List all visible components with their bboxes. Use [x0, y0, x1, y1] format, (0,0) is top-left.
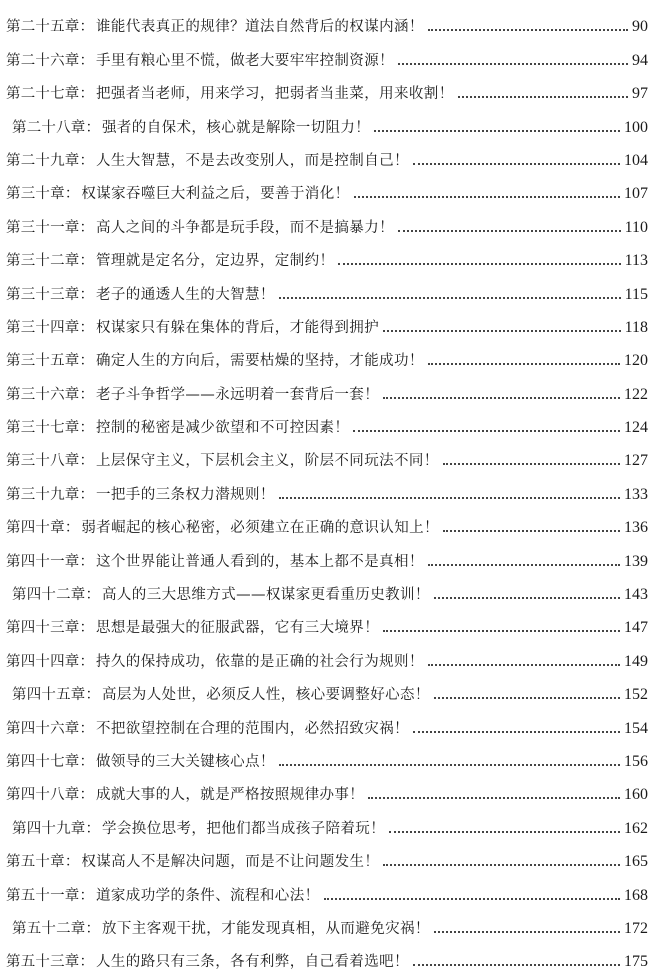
toc-entry	[0, 370, 660, 403]
page-number: 122	[624, 385, 648, 403]
page-number: 110	[624, 218, 648, 236]
chapter-title: 上层保守主义，下层机会主义，阶层不同玩法不同！	[96, 453, 439, 470]
page-number: 160	[624, 786, 648, 804]
page-number: 120	[624, 352, 648, 370]
toc-entry	[0, 404, 660, 437]
toc-entry	[0, 337, 660, 370]
dot-leader	[383, 630, 620, 632]
toc-entry	[0, 137, 660, 170]
chapter-separator: ：	[85, 820, 100, 837]
toc-entry	[0, 871, 660, 904]
dot-leader	[398, 230, 621, 232]
page-number: 175	[624, 953, 648, 971]
dot-leader	[413, 964, 620, 966]
dot-leader	[279, 764, 620, 766]
toc-entry	[0, 571, 660, 604]
dot-leader	[383, 864, 620, 866]
chapter-number: 第四十五章	[12, 687, 86, 704]
chapter-title: 高人之间的斗争都是玩手段，而不是搞暴力！	[96, 219, 394, 236]
dot-leader	[383, 397, 620, 399]
chapter-title: 控制的秘密是减少欲望和不可控因素！	[96, 420, 350, 437]
page-number: 133	[624, 485, 648, 503]
chapter-number: 第三十六章	[6, 386, 80, 403]
dot-leader	[398, 63, 628, 65]
dot-leader	[413, 731, 620, 733]
chapter-title: 老子斗争哲学——永远明着一套背后一套！	[96, 386, 380, 403]
toc-entry	[0, 604, 660, 637]
toc-entry	[0, 804, 660, 837]
chapter-number: 第四十七章	[6, 753, 80, 770]
chapter-separator: ：	[79, 152, 94, 169]
dot-leader	[434, 931, 620, 933]
chapter-number: 第四十二章	[12, 587, 86, 604]
page-number: 165	[624, 853, 648, 871]
chapter-separator: ：	[79, 219, 94, 236]
toc-entry	[0, 470, 660, 503]
chapter-number: 第二十六章	[6, 52, 80, 69]
toc-entry	[0, 771, 660, 804]
chapter-separator: ：	[79, 286, 94, 303]
toc-entry	[0, 103, 660, 136]
chapter-title: 放下主客观干扰，才能发现真相，从而避免灾祸！	[102, 920, 430, 937]
toc-entry	[0, 304, 660, 337]
toc-entry	[0, 203, 660, 236]
chapter-separator: ：	[79, 753, 94, 770]
dot-leader	[428, 564, 620, 566]
dot-leader	[324, 898, 621, 900]
page-number: 90	[632, 18, 648, 36]
toc-entry	[0, 504, 660, 537]
toc-entry	[0, 905, 660, 938]
chapter-title: 老子的通透人生的大智慧！	[96, 286, 275, 303]
page-number: 115	[624, 285, 648, 303]
page-number: 147	[624, 619, 648, 637]
chapter-number: 第二十九章	[6, 152, 80, 169]
chapter-number: 第四十章	[6, 520, 65, 537]
chapter-separator: ：	[79, 453, 94, 470]
chapter-title: 确定人生的方向后，需要枯燥的坚持，才能成功！	[96, 353, 424, 370]
toc-entry	[0, 3, 660, 36]
chapter-number: 第三十章	[6, 186, 65, 203]
chapter-separator: ：	[64, 186, 80, 203]
toc-entry	[0, 437, 660, 470]
chapter-separator: ：	[64, 520, 80, 537]
page-number: 118	[624, 318, 648, 336]
chapter-title: 权谋家吞噬巨大利益之后，要善于消化！	[81, 186, 350, 203]
chapter-separator: ：	[79, 553, 94, 570]
dot-leader	[338, 263, 620, 265]
toc-entry	[0, 704, 660, 737]
chapter-title: 强者的自保术，核心就是解除一切阻力！	[102, 119, 371, 136]
page-number: 124	[624, 419, 648, 437]
chapter-title: 学会换位思考，把他们都当成孩子陪着玩！	[102, 820, 386, 837]
chapter-title: 把强者当老师，用来学习，把弱者当韭菜，用来收割！	[96, 86, 454, 103]
chapter-separator: ：	[79, 420, 94, 437]
dot-leader	[428, 29, 628, 31]
dot-leader	[354, 196, 620, 198]
toc-entry	[0, 237, 660, 270]
chapter-separator: ：	[79, 720, 94, 737]
dot-leader	[434, 597, 620, 599]
chapter-number: 第三十五章	[6, 353, 80, 370]
chapter-separator: ：	[79, 253, 94, 270]
dot-leader	[428, 664, 620, 666]
page-number: 94	[632, 51, 648, 69]
page-number: 139	[624, 552, 648, 570]
dot-leader	[279, 297, 621, 299]
chapter-title: 权谋高人不是解决问题，而是不让问题发生！	[81, 854, 380, 871]
chapter-number: 第二十五章	[6, 19, 80, 36]
chapter-separator: ：	[79, 653, 94, 670]
dot-leader	[443, 463, 620, 465]
chapter-number: 第四十八章	[6, 787, 80, 804]
chapter-separator: ：	[79, 954, 94, 971]
dot-leader	[428, 363, 620, 365]
chapter-title: 人生大智慧，不是去改变别人，而是控制自己！	[96, 152, 409, 169]
chapter-title: 弱者崛起的核心秘密，必须建立在正确的意识认知上！	[81, 520, 439, 537]
toc-entry	[0, 270, 660, 303]
toc-entry	[0, 938, 660, 971]
chapter-number: 第四十三章	[6, 620, 80, 637]
chapter-separator: ：	[79, 319, 94, 336]
chapter-separator: ：	[79, 52, 94, 69]
chapter-title: 人生的路只有三条，各有利弊，自己看着选吧！	[96, 954, 409, 971]
toc-entry	[0, 170, 660, 203]
chapter-number: 第五十章	[6, 854, 65, 871]
dot-leader	[383, 330, 620, 332]
chapter-separator: ：	[85, 587, 100, 604]
chapter-number: 第三十二章	[6, 253, 80, 270]
chapter-separator: ：	[79, 486, 94, 503]
chapter-title: 这个世界能让普通人看到的，基本上都不是真相！	[96, 553, 424, 570]
chapter-separator: ：	[79, 620, 94, 637]
chapter-number: 第五十二章	[12, 920, 86, 937]
toc-entry	[0, 671, 660, 704]
chapter-number: 第五十一章	[6, 887, 80, 904]
dot-leader	[353, 430, 620, 432]
toc-entry	[0, 537, 660, 570]
dot-leader	[434, 697, 620, 699]
toc-entry	[0, 637, 660, 670]
chapter-separator: ：	[85, 920, 100, 937]
chapter-number: 第四十六章	[6, 720, 80, 737]
page-number: 168	[624, 886, 648, 904]
chapter-separator: ：	[85, 119, 100, 136]
chapter-title: 一把手的三条权力潜规则！	[96, 486, 275, 503]
chapter-separator: ：	[64, 854, 80, 871]
page-number: 143	[624, 586, 648, 604]
page-number: 97	[632, 85, 648, 103]
chapter-number: 第四十四章	[6, 653, 80, 670]
chapter-title: 道家成功学的条件、流程和心法！	[96, 887, 320, 904]
chapter-number: 第三十四章	[6, 319, 80, 336]
chapter-number: 第三十三章	[6, 286, 80, 303]
chapter-separator: ：	[85, 687, 100, 704]
dot-leader	[368, 797, 620, 799]
page-number: 127	[624, 452, 648, 470]
dot-leader	[279, 497, 620, 499]
page-number: 100	[624, 118, 648, 136]
page-number: 156	[624, 752, 648, 770]
dot-leader	[374, 130, 620, 132]
dot-leader	[458, 96, 628, 98]
chapter-number: 第四十一章	[6, 553, 80, 570]
chapter-title: 高层为人处世，必须反人性，核心要调整好心态！	[102, 687, 430, 704]
dot-leader	[443, 530, 620, 532]
toc-entry	[0, 70, 660, 103]
chapter-separator: ：	[79, 787, 94, 804]
toc-entry	[0, 738, 660, 771]
chapter-number: 第五十三章	[6, 954, 80, 971]
chapter-title: 权谋家只有躲在集体的背后，才能得到拥护	[96, 319, 380, 336]
chapter-title: 谁能代表真正的规律？道法自然背后的权谋内涵！	[96, 19, 424, 36]
chapter-title: 做领导的三大关键核心点！	[96, 753, 275, 770]
chapter-number: 第四十九章	[12, 820, 86, 837]
page-number: 172	[624, 919, 648, 937]
chapter-separator: ：	[79, 86, 94, 103]
dot-leader	[413, 163, 620, 165]
chapter-number: 第三十九章	[6, 486, 80, 503]
chapter-number: 第三十一章	[6, 219, 80, 236]
chapter-title: 持久的保持成功，依靠的是正确的社会行为规则！	[96, 653, 424, 670]
chapter-title: 思想是最强大的征服武器，它有三大境界！	[96, 620, 380, 637]
page-number: 162	[624, 819, 648, 837]
chapter-number: 第三十七章	[6, 420, 80, 437]
toc-entry	[0, 36, 660, 69]
chapter-separator: ：	[79, 19, 94, 36]
chapter-separator: ：	[79, 887, 94, 904]
page-number: 152	[624, 686, 648, 704]
chapter-title: 管理就是定名分，定边界，定制约！	[96, 253, 335, 270]
page-number: 154	[624, 719, 648, 737]
chapter-number: 第三十八章	[6, 453, 80, 470]
toc-entry	[0, 838, 660, 871]
chapter-number: 第二十七章	[6, 86, 80, 103]
chapter-separator: ：	[79, 353, 94, 370]
chapter-number: 第二十八章	[12, 119, 86, 136]
page-number: 107	[624, 185, 648, 203]
page-number: 149	[624, 652, 648, 670]
chapter-title: 不把欲望控制在合理的范围内，必然招致灾祸！	[96, 720, 409, 737]
chapter-title: 高人的三大思维方式——权谋家更看重历史教训！	[102, 587, 430, 604]
chapter-title: 手里有粮心里不慌，做老大要牢牢控制资源！	[96, 52, 394, 69]
page-number: 113	[624, 252, 648, 270]
page-number: 104	[624, 151, 648, 169]
dot-leader	[389, 831, 620, 833]
page-number: 136	[624, 519, 648, 537]
chapter-title: 成就大事的人，就是严格按照规律办事！	[96, 787, 365, 804]
chapter-separator: ：	[79, 386, 94, 403]
